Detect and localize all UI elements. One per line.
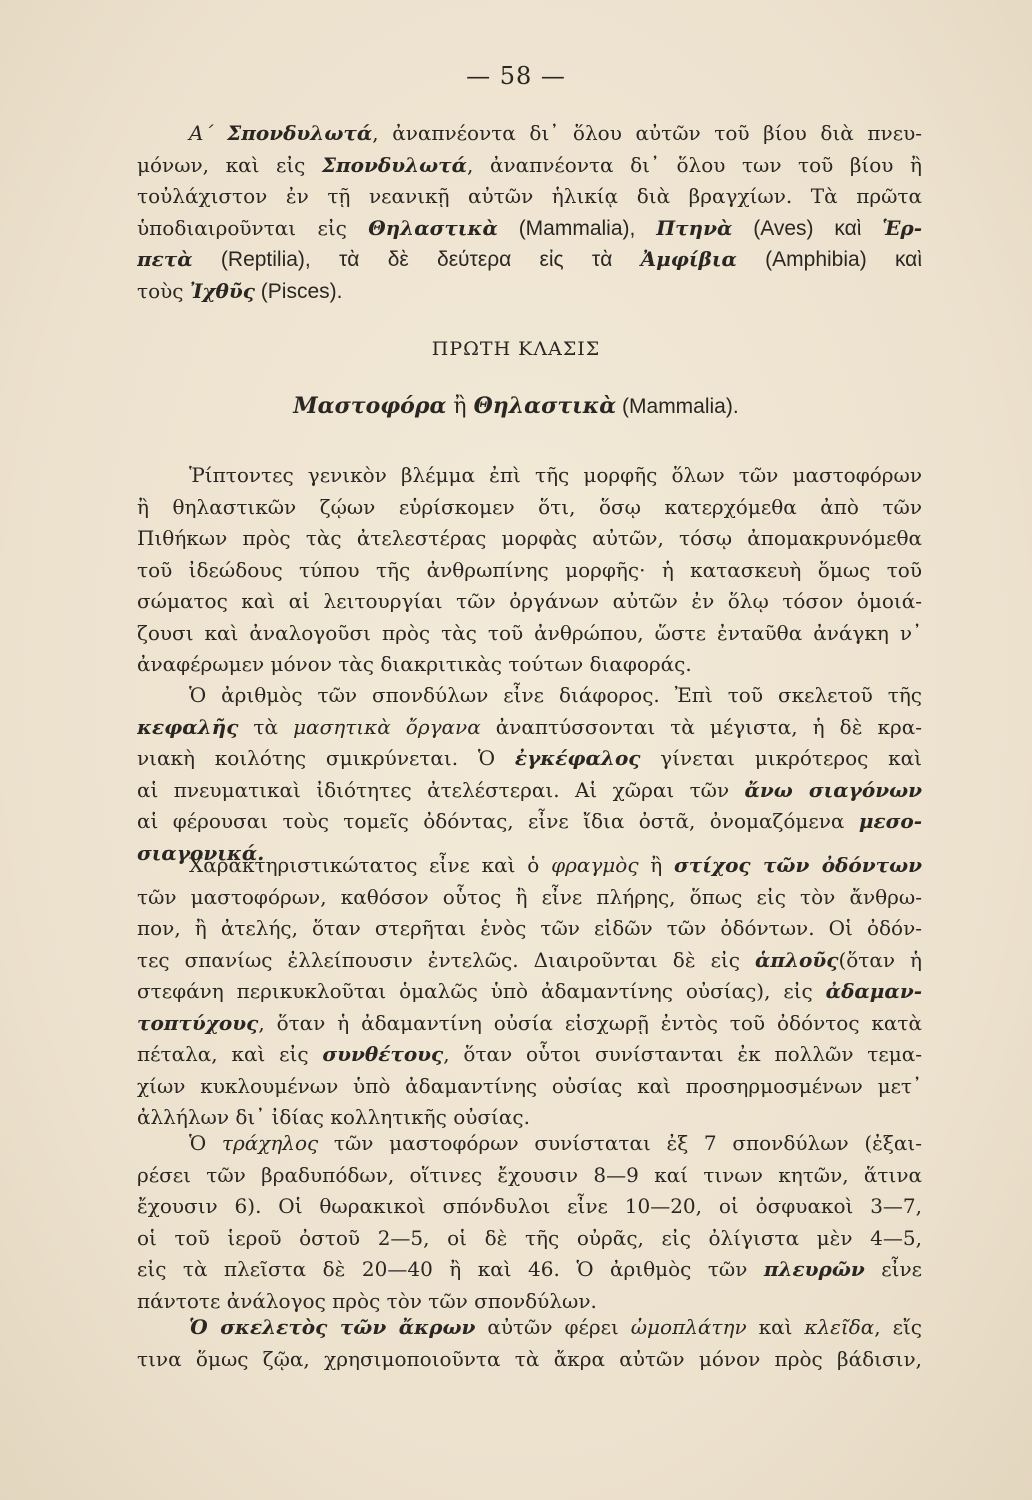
text-line: τοὐλάχιστον ἐν τῇ νεανικῇ αὐτῶν ἡλικίᾳ διὰ βραγχίων. Τὰ πρῶτα xyxy=(137,184,922,208)
text-line: πον, ἢ ἀτελής, ὅταν στερῆται ἑνὸς τῶν εἰδῶν τῶν ὀδόντων. Οἱ ὀδόν- xyxy=(137,916,922,940)
text-line: Α΄ Σπονδυλωτά, ἀναπνέοντα δι᾿ ὅλου αὐτῶν τοῦ βίου διὰ πνευ- xyxy=(189,121,922,145)
paragraph-neck xyxy=(137,1128,922,1317)
text-line: πάντοτε ἀνάλογος πρὸς τὸν τῶν σπονδύλων. xyxy=(137,1288,597,1313)
text-line: τοπτύχους, ὅταν ἡ ἀδαμαντίνη οὐσία εἰσχωρῇ ἐντὸς τοῦ ὀδόντος κατὰ xyxy=(137,1010,922,1035)
paragraph-vertebrae xyxy=(137,680,922,869)
text-line: ἀλλήλων δι᾿ ἰδίας κολλητικῆς οὐσίας. xyxy=(137,1105,530,1129)
text-line: ἔχουσιν 6). Οἱ θωρακικοὶ σπόνδυλοι εἶνε 10—20, οἱ ὀσφυακοὶ 3—7, xyxy=(137,1194,922,1218)
text-line: πετὰ (Reptilia), τὰ δὲ δεύτερα εἰς τὰ Ἀμφίβια (Amphibia) καὶ xyxy=(137,247,922,271)
text-line: χίων κυκλουμένων ὑπὸ ἀδαμαντίνης οὐσίας καὶ προσηρμοσμένων μετ᾿ xyxy=(137,1073,922,1098)
text-line: εἰς τὰ πλεῖστα δὲ 20—40 ἢ καὶ 46. Ὁ ἀριθμὸς τῶν πλευρῶν εἶνε xyxy=(137,1257,922,1281)
text-line: Πιθήκων πρὸς τὰς ἀτελεστέρας μορφὰς αὐτῶν, τόσῳ ἀπομακρυνόμεθα xyxy=(137,526,922,550)
text-line: Ὁ τράχηλος τῶν μαστοφόρων συνίσταται ἐξ 7 σπονδύλων (ἐξαι- xyxy=(189,1131,922,1155)
paragraph-teeth xyxy=(137,850,922,1134)
intro-paragraph xyxy=(137,118,922,307)
text-line: σώματος καὶ αἱ λειτουργίαι τῶν ὀργάνων αὐτῶν ἐν ὅλῳ τόσον ὁμοιά- xyxy=(137,589,922,613)
text-line: μόνων, καὶ εἰς Σπονδυλωτά, ἀναπνέοντα δι᾿ ὅλου των τοῦ βίου ἢ xyxy=(137,152,922,177)
text-line: Χαρακτηριστικώτατος εἶνε καὶ ὁ φραγμὸς ἢ στίχος τῶν ὀδόντων xyxy=(189,853,922,877)
text-line: τες σπανίως ἐλλείπουσιν ἐντελῶς. Διαιροῦνται δὲ εἰς ἁπλοῦς(ὅταν ἡ xyxy=(137,947,922,972)
text-line: τῶν μαστοφόρων, καθόσον οὗτος ἢ εἶνε πλήρης, ὅπως εἰς τὸν ἄνθρω- xyxy=(137,884,922,909)
text-line: τοὺς Ἰχθῦς (Pisces). xyxy=(137,278,343,303)
page-number: — 58 — xyxy=(466,62,566,90)
text-line: αἱ φέρουσαι τοὺς τομεῖς ὀδόντας, εἶνε ἴδια ὀστᾶ, ὀνομαζόμενα μεσο- xyxy=(137,809,922,833)
text-line: νιακὴ κοιλότης σμικρύνεται. Ὁ ἐγκέφαλος γίνεται μικρότερος καὶ xyxy=(137,746,922,770)
text-line: Ὁ ἀριθμὸς τῶν σπονδύλων εἶνε διάφορος. Ἐπὶ τοῦ σκελετοῦ τῆς xyxy=(189,683,922,707)
text-line: Ῥίπτοντες γενικὸν βλέμμα ἐπὶ τῆς μορφῆς ὅλων τῶν μαστοφόρων xyxy=(189,463,922,487)
text-line: τοῦ ἰδεώδους τύπου τῆς ἀνθρωπίνης μορφῆς· ἡ κατασκευὴ ὅμως τοῦ xyxy=(137,557,922,582)
text-line: ρέσει τῶν βραδυπόδων, οἵτινες ἔχουσιν 8—9 καί τινων κητῶν, ἅτινα xyxy=(137,1162,922,1187)
paragraph-general xyxy=(137,460,922,681)
paragraph-limbs xyxy=(137,1312,922,1375)
text-line: κεφαλῆς τὰ μασητικὰ ὄργανα ἀναπτύσσονται τὰ μέγιστα, ἡ δὲ κρα- xyxy=(137,714,922,739)
text-line: σιαγονικά. xyxy=(137,840,265,865)
text-line: αἱ πνευματικαὶ ἰδιότητες ἀτελέστεραι. Αἱ χῶραι τῶν ἄνω σιαγόνων xyxy=(137,777,922,802)
section-subheading: Μαστοφόρα ἢ Θηλαστικὰ (Mammalia). xyxy=(293,393,739,419)
text-line: τινα ὅμως ζῷα, χρησιμοποιοῦντα τὰ ἄκρα αὐτῶν μόνον πρὸς βάδισιν, xyxy=(137,1346,922,1371)
text-line: Ὁ σκελετὸς τῶν ἄκρων αὐτῶν φέρει ὠμοπλάτην καὶ κλεῖδα, εἴς xyxy=(189,1315,922,1339)
text-line: στεφάνη περικυκλοῦται ὁμαλῶς ὑπὸ ἀδαμαντίνης οὐσίας), εἰς ἀδαμαν- xyxy=(137,979,922,1003)
text-line: ζουσι καὶ ἀναλογοῦσι πρὸς τὰς τοῦ ἀνθρώπου, ὥστε ἐνταῦθα ἀνάγκη ν᾿ xyxy=(137,620,922,645)
text-line: ὑποδιαιροῦνται εἰς Θηλαστικὰ (Mammalia), Πτηνὰ (Aves) καὶ Ἑρ- xyxy=(137,215,922,240)
class-heading: ΠΡΩΤΗ ΚΛΑΣΙΣ xyxy=(431,338,601,360)
text-line: ἀναφέρωμεν μόνον τὰς διακριτικὰς τούτων διαφοράς. xyxy=(137,652,692,676)
text-line: πέταλα, καὶ εἰς συνθέτους, ὅταν οὗτοι συνίστανται ἐκ πολλῶν τεμα- xyxy=(137,1042,922,1066)
text-line: οἱ τοῦ ἱεροῦ ὀστοῦ 2—5, οἱ δὲ τῆς οὐρᾶς, εἰς ὀλίγιστα μὲν 4—5, xyxy=(137,1225,922,1250)
text-line: ἢ θηλαστικῶν ζῴων εὑρίσκομεν ὅτι, ὅσῳ κατερχόμεθα ἀπὸ τῶν xyxy=(137,494,922,519)
